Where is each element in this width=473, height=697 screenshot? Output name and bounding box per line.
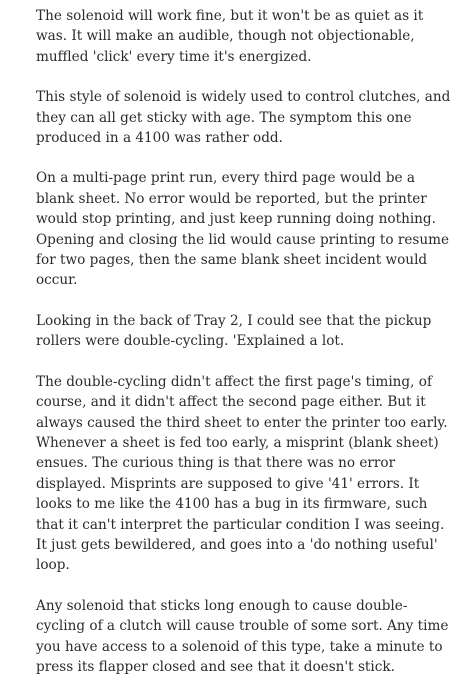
paragraph-blank-sheet-symptom: On a multi-page print run, every third page would be a blank sheet. No error would be reported, but the printer would stop printing, and just keep running doing nothing. Opening and closing the lid would cause printing to resume for two pages, then the same blank sheet incident would occur. (36, 170, 450, 289)
article-body (36, 6, 452, 697)
paragraph-clutch-solenoids: This style of solenoid is widely used to control clutches, and they can all get sticky with age. The symptom this one produced in a 4100 was rather odd. (36, 89, 451, 147)
paragraph-tray-2-double-cycling: Looking in the back of Tray 2, I could see that the pickup rollers were double-cycling. 'Explained a lot. (36, 312, 432, 350)
paragraph-solenoid-advice: Any solenoid that sticks long enough to cause double-cycling of a clutch will cause trouble of some sort. Any time you have access to a solenoid of this type, take a minute to press its flapper closed and see that it doesn't stick. (36, 597, 449, 675)
paragraph-solenoid-noise: The solenoid will work fine, but it won't be as quiet as it was. It will make an audible, though not objectionable, muffled 'click' every time it's energized. (36, 8, 424, 65)
paragraph-misprint-explanation: The double-cycling didn't affect the first page's timing, of course, and it didn't affect the second page either. But it always caused the third sheet to enter the printer too early. Whenever a sheet is fed too early, a misprint (blank sheet) ensues. The curious thing is that there was no error displayed. Misprints are supposed to give '41' errors. It looks to me like the 4100 has a bug in its firmware, such that it can't interpret the particular condition I was seeing. It just gets bewildered, and goes into a 'do nothing useful' loop. (36, 373, 448, 574)
